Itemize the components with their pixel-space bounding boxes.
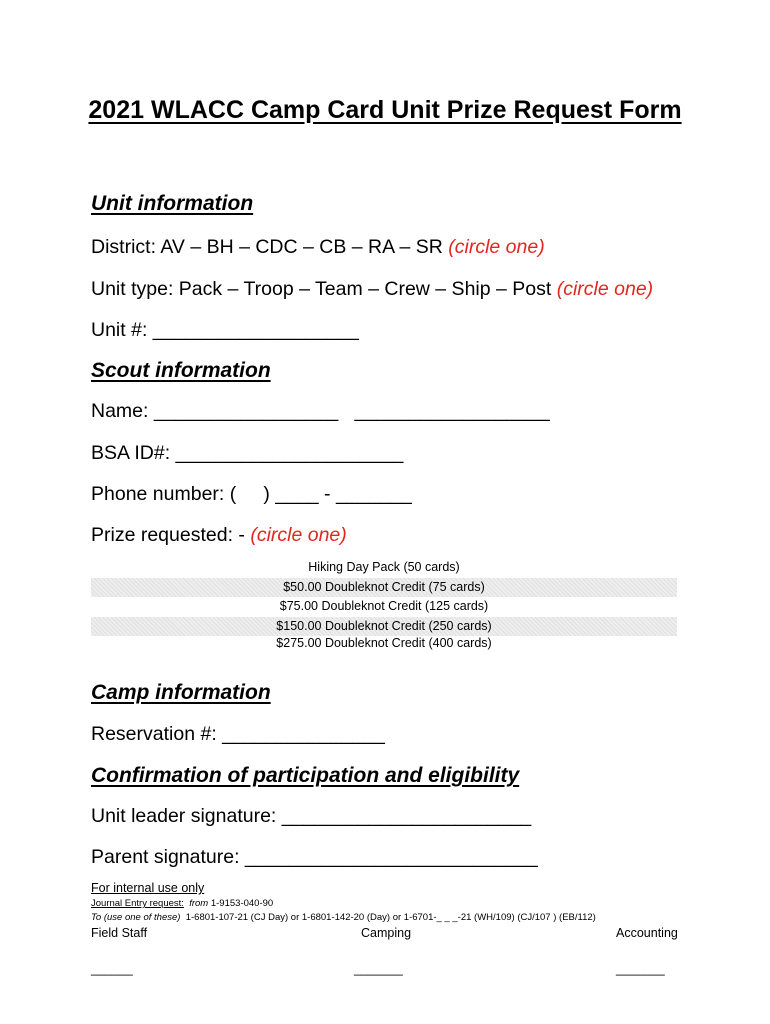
unit-type-line (91, 278, 653, 301)
journal-entry-label: Journal Entry request: (91, 898, 184, 909)
prize-options-list (91, 558, 677, 654)
form-title: 2021 WLACC Camp Card Unit Prize Request Form (88, 96, 682, 124)
unit-number-field[interactable]: Unit #: ___________________ (91, 319, 359, 341)
unit-leader-signature-field[interactable]: Unit leader signature: _______________________ (91, 805, 532, 827)
camping-signature-line[interactable]: _______ (354, 962, 403, 976)
accounting-label: Accounting (616, 926, 678, 940)
unit-type-label: Unit type: Pack – Troop – Team – Crew – Ship – Post (91, 278, 557, 300)
parent-signature-field[interactable]: Parent signature: ___________________________ (91, 846, 538, 868)
field-staff-label: Field Staff (91, 926, 148, 940)
prize-option[interactable]: $75.00 Doubleknot Credit (125 cards) (279, 599, 489, 613)
confirmation-section-heading: Confirmation of participation and eligibility (91, 764, 520, 787)
to-accounts-label: To (use one of these) (91, 912, 181, 923)
district-circle-note: (circle one) (448, 236, 545, 258)
accounting-signature-line[interactable]: _______ (616, 962, 665, 976)
camp-section-heading: Camp information (91, 681, 271, 704)
phone-field[interactable]: Phone number: ( ) ____ - _______ (91, 483, 412, 505)
journal-from-value: 1-9153-040-90 (210, 898, 274, 909)
prize-option[interactable]: $275.00 Doubleknot Credit (400 cards) (276, 636, 492, 650)
field-staff-signature-line[interactable]: ______ (91, 962, 133, 976)
scout-section-heading: Scout information (91, 359, 271, 382)
unit-section-heading: Unit information (91, 192, 254, 215)
reservation-field[interactable]: Reservation #: _______________ (91, 723, 385, 745)
prize-option[interactable]: $150.00 Doubleknot Credit (250 cards) (91, 617, 677, 637)
internal-use-heading: For internal use only (91, 881, 205, 895)
unit-type-circle-note: (circle one) (556, 278, 654, 300)
prize-circle-note: (circle one) (250, 524, 347, 546)
prize-option[interactable]: Hiking Day Pack (50 cards) (308, 560, 460, 574)
journal-entry-line (91, 898, 273, 909)
to-accounts-line (91, 912, 596, 923)
prize-option[interactable]: $50.00 Doubleknot Credit (75 cards) (91, 578, 677, 598)
bsa-id-field[interactable]: BSA ID#: _____________________ (91, 442, 404, 464)
name-field[interactable]: Name: _________________ __________________ (91, 400, 550, 422)
prize-requested-line (91, 524, 347, 547)
prize-requested-label: Prize requested: - (91, 524, 251, 546)
camping-label: Camping (361, 926, 412, 940)
district-line (91, 236, 545, 259)
journal-from-label: from (189, 898, 209, 909)
to-accounts-value: 1-6801-107-21 (CJ Day) or 1-6801-142-20 (Day) or 1-6701-_ _ _-21 (WH/109) (CJ/107 ) (EB/112) (185, 912, 596, 923)
district-label: District: AV – BH – CDC – CB – RA – SR (91, 236, 449, 258)
